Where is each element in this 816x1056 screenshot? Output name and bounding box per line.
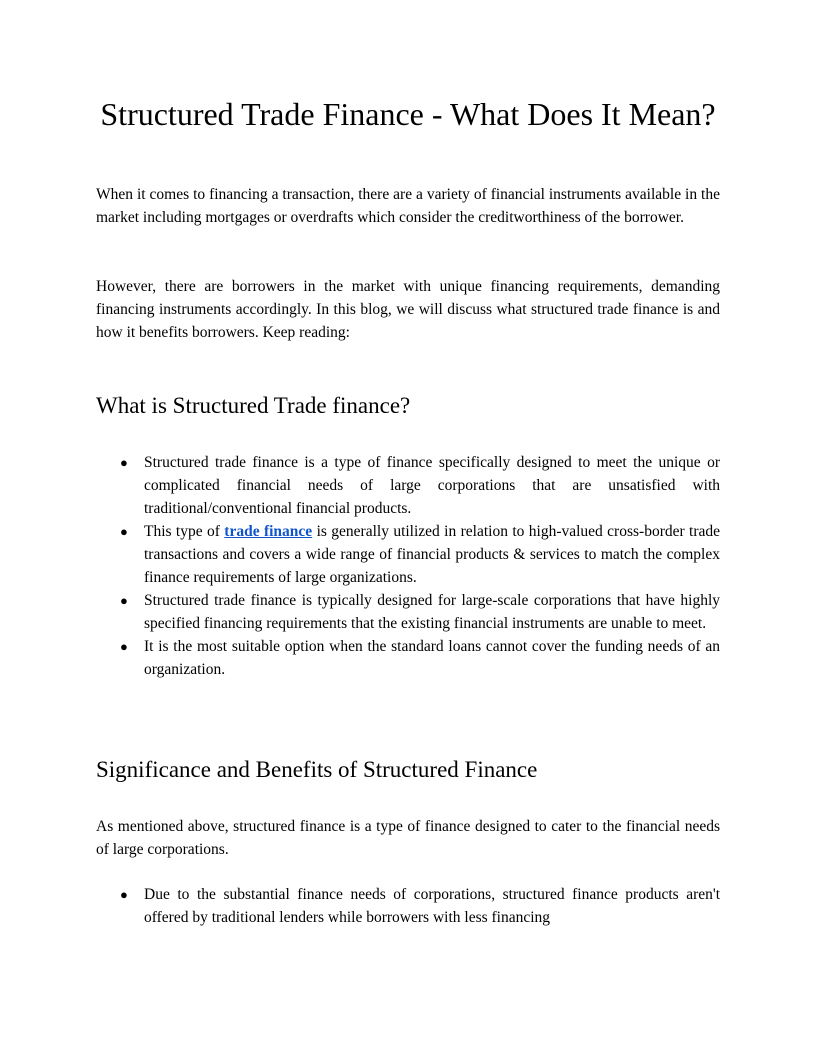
list-item [96,451,720,520]
list-item [96,589,720,635]
intro-paragraph-2: However, there are borrowers in the market with unique financing requirements, demanding financing instruments accordingly. In this blog, we will discuss what structured trade finance is and how it benefits borrowers. Keep reading: [96,278,720,341]
list-item-text: Structured trade finance is a type of finance specifically designed to meet the unique or complicated financial needs of large corporations that are unsatisfied with traditional/conventional financial products. [144,454,720,517]
document-title: Structured Trade Finance - What Does It Mean? [100,96,716,132]
bullet-icon: ● [120,455,128,470]
list-item-text: Structured trade finance is typically designed for large-scale corporations that have highly specified financing requirements that the existing financial instruments are unable to meet. [144,592,720,632]
bullet-icon: ● [120,887,128,902]
section1-bullet-list [96,451,720,681]
list-item-text-after: is generally utilized in relation to high-valued cross-border trade transactions and covers a wide range of financial products & services to match the complex finance requirements of large organizations. [144,523,721,586]
bullet-icon: ● [120,593,128,608]
bullet-icon: ● [120,524,128,539]
trade-finance-link[interactable]: trade finance [224,523,313,540]
list-item [96,883,720,929]
section2-bullet-list [96,883,720,929]
list-item [96,520,720,589]
intro-paragraph-1: When it comes to financing a transaction, there are a variety of financial instruments available in the market including mortgages or overdrafts which consider the creditworthiness of the borrower. [96,186,720,226]
bullet-icon: ● [120,639,128,654]
section-heading-what-is: What is Structured Trade finance? [96,393,411,418]
list-item-text: Due to the substantial finance needs of corporations, structured finance products aren't offered by traditional lenders while borrowers with less financing [144,886,720,926]
section-heading-significance: Significance and Benefits of Structured Finance [96,757,538,782]
list-item-text-before: This type of [144,523,225,540]
list-item [96,635,720,681]
list-item-text: It is the most suitable option when the standard loans cannot cover the funding needs of an organization. [144,638,720,678]
section2-paragraph-1: As mentioned above, structured finance is a type of finance designed to cater to the financial needs of large corporations. [96,818,720,858]
